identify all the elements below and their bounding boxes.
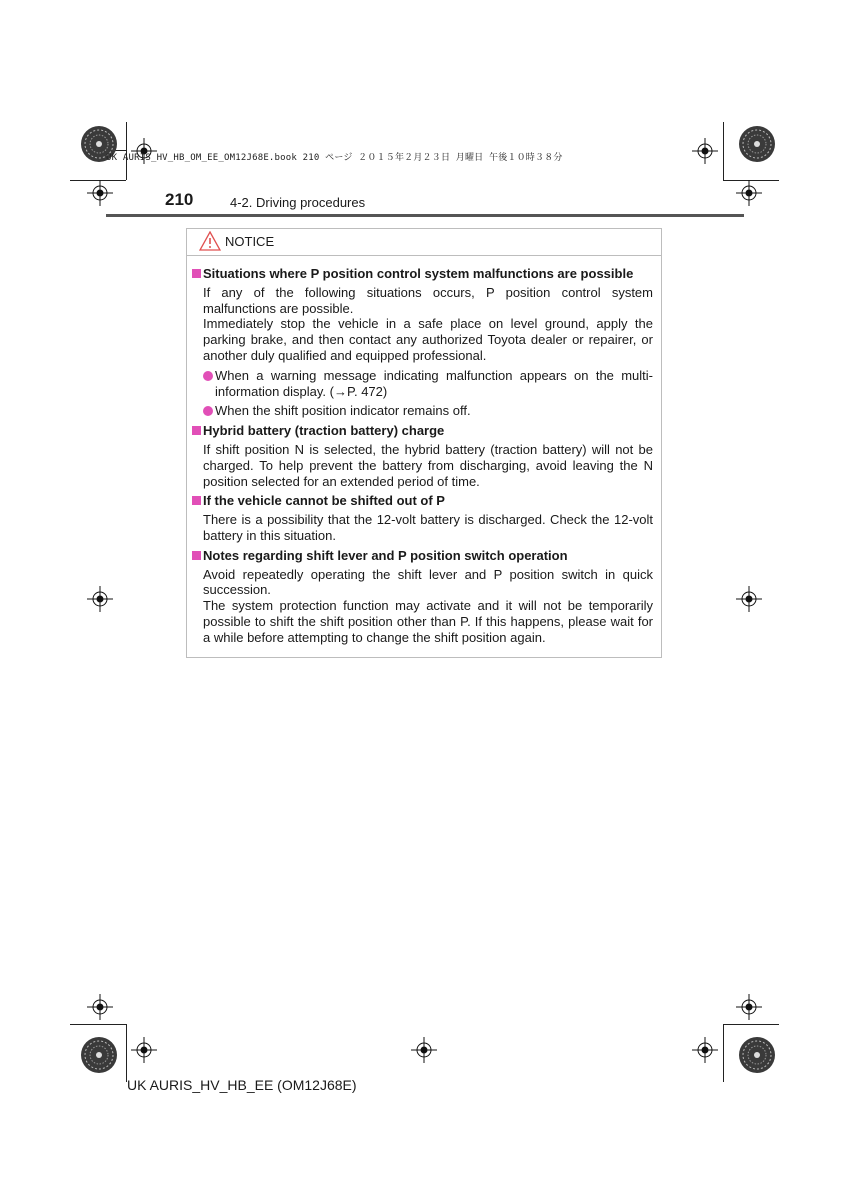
crop-line: [126, 1024, 127, 1082]
registration-mark-icon: [87, 994, 113, 1020]
square-bullet-icon: [192, 426, 201, 435]
registration-mark-icon: [692, 138, 718, 164]
registration-mark-icon: [736, 180, 762, 206]
item-heading: Situations where P position control system malfunctions are possible: [191, 266, 657, 282]
header-rule: [106, 214, 744, 217]
notice-label: NOTICE: [225, 234, 275, 249]
item-paragraph: Immediately stop the vehicle in a safe place on level ground, apply the parking brake, and then contact any authorized Toyota dealer or repairer, or another duly qualified and equipped professional.: [203, 316, 653, 363]
item-paragraph: If shift position N is selected, the hybrid battery (traction battery) will not be charged. To help prevent the battery from discharging, avoid leaving the N position selected for an extended period of time.: [203, 441, 653, 489]
color-target-icon: [80, 1036, 118, 1074]
notice-header: [187, 229, 661, 256]
notice-content: [191, 266, 657, 646]
crop-line: [70, 1024, 126, 1025]
item-paragraph: The system protection function may activate and it will not be temporarily possible to shift the shift position other than P. If this happens, please wait for a while before attempting to change the shift position again.: [203, 598, 653, 645]
footer-document-code: UK AURIS_HV_HB_EE (OM12J68E): [127, 1077, 357, 1093]
registration-mark-icon: [692, 1037, 718, 1063]
color-target-icon: [738, 1036, 776, 1074]
registration-mark-icon: [411, 1037, 437, 1063]
item-paragraph: There is a possibility that the 12-volt battery is discharged. Check the 12-volt battery in this situation.: [203, 512, 653, 543]
registration-mark-icon: [87, 180, 113, 206]
registration-mark-icon: [87, 586, 113, 612]
item-heading: If the vehicle cannot be shifted out of P: [191, 493, 657, 509]
crop-line: [723, 122, 724, 180]
list-item: When the shift position indicator remains off.: [191, 403, 653, 419]
square-bullet-icon: [192, 551, 201, 560]
crop-line: [723, 1024, 779, 1025]
square-bullet-icon: [192, 269, 201, 278]
item-paragraph: If any of the following situations occurs, P position control system malfunctions are possible.: [203, 284, 653, 316]
warning-triangle-icon: [199, 231, 221, 251]
page-number: 210: [165, 190, 194, 209]
registration-mark-icon: [736, 994, 762, 1020]
notice-box: [186, 228, 662, 658]
registration-mark-icon: [131, 1037, 157, 1063]
print-header: UK AURIS_HV_HB_OM_EE_OM12J68E.book 210 ページ ２０１５年２月２３日 月曜日 午後１０時３８分: [106, 153, 563, 163]
color-target-icon: [738, 125, 776, 163]
round-bullet-icon: [203, 371, 213, 381]
item-heading: Hybrid battery (traction battery) charge: [191, 423, 657, 439]
crop-line: [723, 1024, 724, 1082]
list-item: When a warning message indicating malfunction appears on the multi-information display. (→P. 472): [191, 368, 653, 400]
registration-mark-icon: [736, 586, 762, 612]
square-bullet-icon: [192, 496, 201, 505]
round-bullet-icon: [203, 406, 213, 416]
item-heading: Notes regarding shift lever and P position switch operation: [191, 548, 657, 564]
section-title: 4-2. Driving procedures: [230, 195, 366, 210]
item-paragraph: Avoid repeatedly operating the shift lever and P position switch in quick succession.: [203, 566, 653, 598]
